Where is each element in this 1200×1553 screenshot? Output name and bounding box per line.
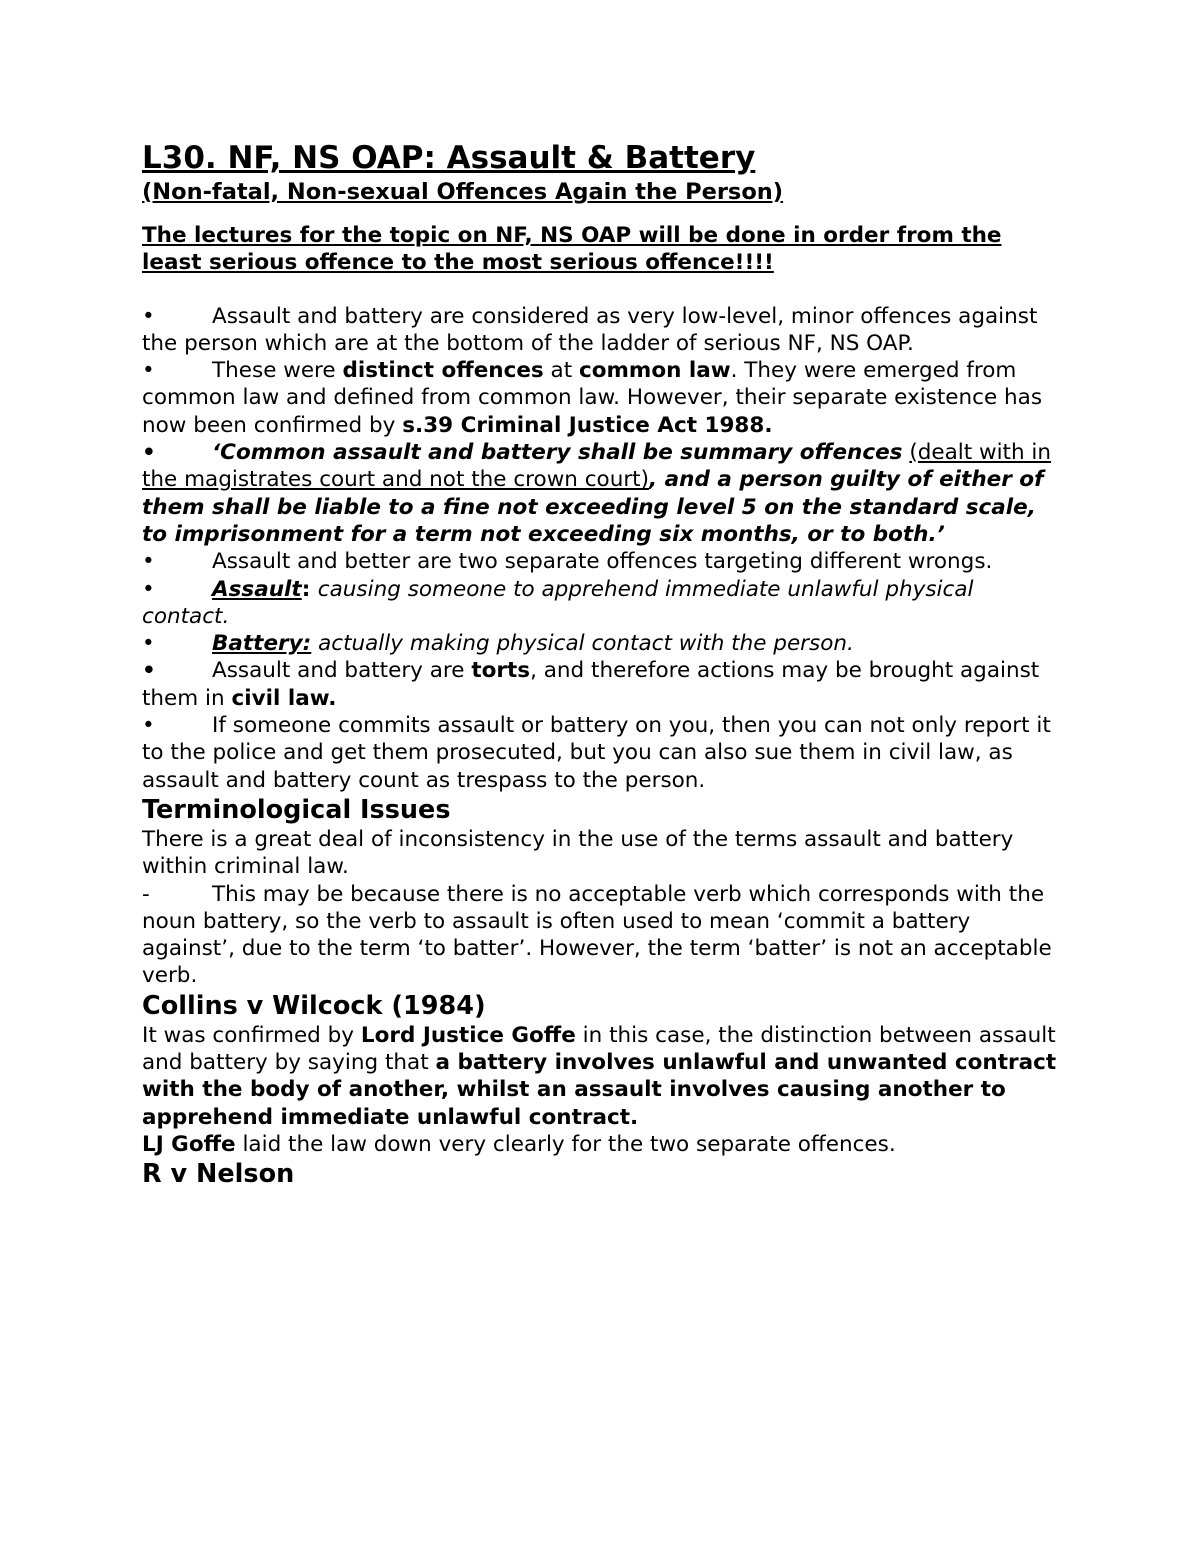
paragraph: There is a great deal of inconsistency in the use of the terms assault and battery within criminal law.: [142, 826, 1014, 880]
bold-term: a battery involves unlawful and unwanted contract with the body of another: [142, 1050, 1057, 1103]
bullet-text: , and therefore actions may be brought against them in: [142, 658, 1040, 711]
bold-term: LJ Goffe: [142, 1131, 236, 1157]
bullet-icon: •: [142, 549, 155, 575]
statute-quote: , and a person guilty of either of them shall be liable to a fine not exceeding level 5 on the standard scale, to imprisonment for a term not exceeding six months, or to both.’: [142, 467, 1044, 547]
bullet-icon: •: [142, 576, 155, 602]
bullet-item: [142, 548, 1062, 575]
bullet-text: If someone commits assault or battery on you, then you can not only report it to the police and get them prosecuted, but you can also sue them in civil law, as assault and battery count as trespass to the person.: [142, 713, 1051, 793]
bold-term: torts: [471, 658, 531, 684]
bullet-icon: •: [142, 440, 156, 466]
intro-note: The lectures for the topic on NF, NS OAP will be done in order from the least serious offence to the most serious offence!!!!: [142, 223, 1002, 276]
bullet-item: [142, 303, 1062, 358]
document-subtitle: (Non-fatal, Non-sexual Offences Again the Person): [142, 179, 784, 205]
bullet-item: [142, 576, 1062, 631]
paragraph-text: laid the law down very clearly for the two separate offences.: [235, 1131, 896, 1157]
dash-item: [142, 881, 1062, 990]
section-heading-collins: Collins v Wilcock (1984): [142, 990, 486, 1021]
bullet-icon: •: [142, 658, 156, 684]
bullet-item: [142, 712, 1062, 794]
statute-reference: s.39 Criminal Justice Act 1988.: [402, 412, 773, 438]
definition-text: actually making physical contact with the person.: [311, 631, 854, 657]
bullet-item: [142, 630, 1062, 657]
dash-text: This may be because there is no acceptable verb which corresponds with the noun battery, so the verb to assault is often used to mean ‘commit a battery against’, due to the term ‘to batter’. However, the term ‘batter’ is not an acceptable verb.: [142, 881, 1052, 989]
section-heading-terminology: Terminological Issues: [142, 794, 451, 825]
bullet-icon: •: [142, 358, 155, 384]
paragraph: [142, 1131, 1062, 1158]
bullet-text: These were: [212, 358, 343, 384]
definition-text: causing someone to apprehend immediate unlawful physical contact.: [142, 576, 974, 629]
bold-term: civil law.: [231, 685, 337, 711]
bullet-item: [142, 657, 1062, 712]
bullet-icon: •: [142, 303, 155, 329]
paragraph-text: It was confirmed by: [142, 1022, 361, 1048]
bullet-text: Assault and battery are considered as very low-level, minor offences against the person which are at the bottom of the ladder of serious NF, NS OAP.: [142, 303, 1038, 356]
paragraph-text: in this case, the distinction between assault and battery by saying that: [142, 1022, 1056, 1076]
section-heading-nelson: R v Nelson: [142, 1159, 295, 1190]
statute-quote: ‘Common assault and battery shall be summary offences: [212, 440, 903, 466]
bold-term: , whilst an assault involves causing another to apprehend immediate unlawful contract.: [142, 1077, 1006, 1130]
bold-term: Lord Justice Goffe: [360, 1022, 576, 1048]
dash-icon: -: [142, 881, 150, 907]
bullet-text: :: [301, 576, 318, 602]
document-title: L30. NF, NS OAP: Assault & Battery: [142, 140, 756, 176]
bullet-icon: •: [142, 631, 155, 657]
bullet-item: [142, 439, 1062, 548]
bold-term: common law: [579, 358, 731, 384]
bullet-text: Assault and better are two separate offences targeting different wrongs.: [212, 549, 993, 575]
bullet-icon: •: [142, 713, 155, 739]
paragraph: [142, 1022, 1062, 1131]
quote-note: (dealt with in the magistrates court and not the crown court): [142, 440, 1052, 493]
bullet-text: . They were emerged from common law and defined from common law. However, their separate existence has now been confirmed by: [142, 358, 1043, 438]
bold-term: distinct offences: [342, 358, 544, 384]
bullet-text: Assault and battery are: [212, 658, 472, 684]
definition-term: Battery:: [212, 631, 312, 657]
definition-term: Assault: [212, 576, 302, 602]
bullet-item: [142, 357, 1062, 439]
document-body: [142, 138, 1062, 1190]
bullet-text: at: [543, 358, 579, 384]
